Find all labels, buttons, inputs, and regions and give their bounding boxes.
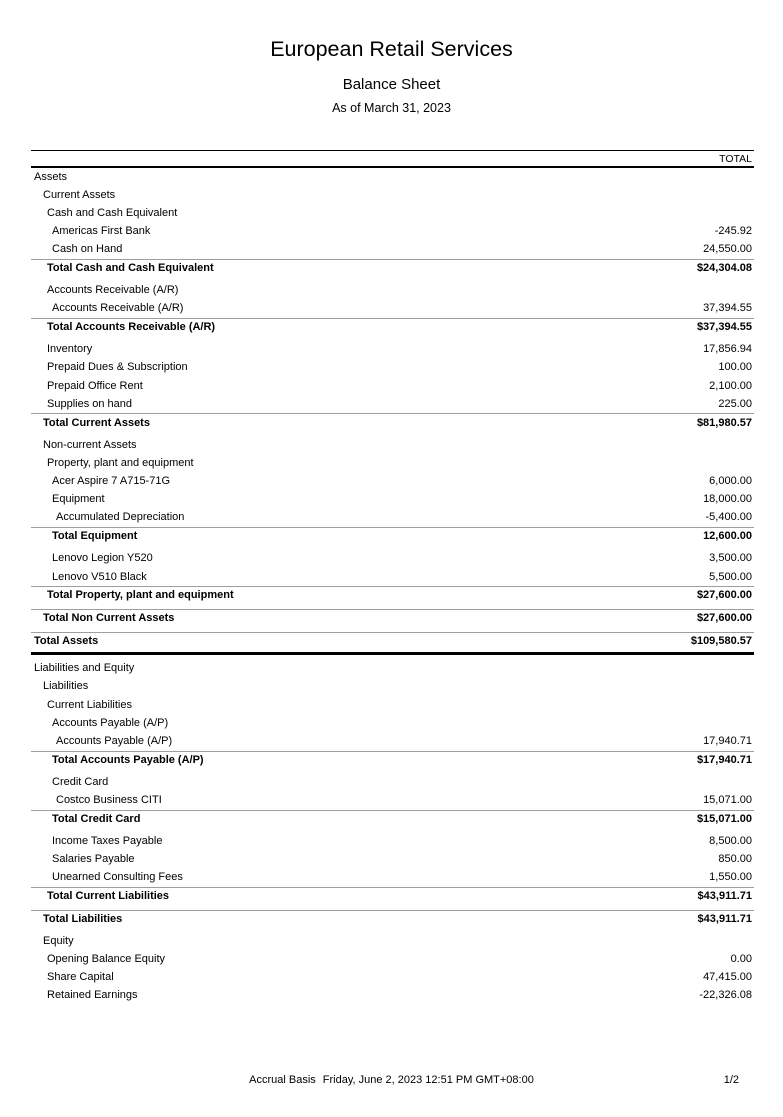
row-label: Prepaid Dues & Subscription	[47, 361, 188, 374]
row-label: Accounts Payable (A/P)	[52, 716, 169, 729]
table-row	[31, 359, 754, 377]
total-row	[31, 259, 754, 277]
table-row	[31, 550, 754, 568]
total-row	[31, 527, 754, 545]
row-label: Total Liabilities	[43, 912, 123, 925]
row-value: $109,580.57	[690, 634, 752, 647]
row-label: Credit Card	[52, 775, 109, 788]
row-label: Total Accounts Payable (A/P)	[52, 753, 204, 766]
total-row	[31, 632, 754, 650]
table-row	[31, 732, 754, 750]
row-label: Income Taxes Payable	[52, 834, 163, 847]
page-number: 1/2	[723, 1074, 739, 1086]
total-row	[31, 887, 754, 905]
total-row	[31, 586, 754, 604]
row-label: Accounts Receivable (A/R)	[47, 284, 179, 297]
row-label: Cash on Hand	[52, 243, 123, 256]
row-value: 100.00	[718, 361, 752, 374]
table-row	[31, 168, 754, 186]
row-label: Prepaid Office Rent	[47, 379, 143, 392]
row-value: -245.92	[714, 225, 752, 238]
table-row	[31, 300, 754, 318]
row-label: Salaries Payable	[52, 853, 135, 866]
table-rows	[31, 168, 754, 1005]
row-value: 17,940.71	[703, 735, 752, 748]
table-row	[31, 568, 754, 586]
total-row	[31, 751, 754, 769]
total-row	[31, 413, 754, 431]
row-value: -5,400.00	[705, 511, 752, 524]
row-label: Liabilities and Equity	[34, 662, 135, 675]
row-label: Total Equipment	[52, 530, 138, 543]
row-value: $24,304.08	[696, 262, 752, 275]
grand-total-double-rule	[31, 652, 754, 655]
table-row	[31, 792, 754, 810]
table-row	[31, 678, 754, 696]
table-row	[31, 509, 754, 527]
table-row	[31, 186, 754, 204]
row-label: Liabilities	[43, 680, 89, 693]
row-label: Lenovo V510 Black	[52, 570, 147, 583]
table-row	[31, 204, 754, 222]
table-row	[31, 851, 754, 869]
total-row	[31, 910, 754, 928]
table-row	[31, 869, 754, 887]
row-value: 15,071.00	[703, 794, 752, 807]
row-label: Accumulated Depreciation	[56, 511, 185, 524]
row-label: Current Liabilities	[47, 698, 132, 711]
table-row	[31, 969, 754, 987]
table-row	[31, 491, 754, 509]
table-row	[31, 282, 754, 300]
row-label: Accounts Receivable (A/R)	[52, 302, 184, 315]
accounting-basis: Accrual Basis	[249, 1074, 316, 1086]
table-row	[31, 951, 754, 969]
footer-text	[0, 1074, 783, 1086]
row-label: Total Current Liabilities	[47, 890, 170, 903]
row-label: Unearned Consulting Fees	[52, 871, 183, 884]
row-label: Assets	[34, 170, 68, 183]
table-row	[31, 241, 754, 259]
row-label: Accounts Payable (A/P)	[56, 735, 173, 748]
row-value: $43,911.71	[697, 890, 752, 903]
table-row	[31, 341, 754, 359]
row-label: Non-current Assets	[43, 438, 137, 451]
row-value: 6,000.00	[709, 475, 752, 488]
table-row	[31, 377, 754, 395]
row-label: Total Accounts Receivable (A/R)	[47, 321, 216, 334]
table-row	[31, 832, 754, 850]
row-value: $81,980.57	[696, 416, 752, 429]
row-value: 5,500.00	[709, 570, 752, 583]
row-label: Total Cash and Cash Equivalent	[47, 262, 214, 275]
table-row	[31, 660, 754, 678]
total-row	[31, 318, 754, 336]
row-label: Equity	[43, 934, 74, 947]
table-row	[31, 773, 754, 791]
total-row	[31, 609, 754, 627]
table-row	[31, 473, 754, 491]
row-value: 850.00	[718, 853, 752, 866]
row-label: Opening Balance Equity	[47, 953, 166, 966]
row-label: Costco Business CITI	[56, 794, 162, 807]
row-label: Supplies on hand	[47, 397, 133, 410]
row-label: Total Non Current Assets	[43, 611, 175, 624]
row-label: Americas First Bank	[52, 225, 151, 238]
report-footer	[0, 1074, 783, 1086]
row-value: $27,600.00	[696, 611, 752, 624]
row-value: 12,600.00	[703, 530, 752, 543]
row-value: $43,911.71	[697, 912, 752, 925]
report-timestamp: Friday, June 2, 2023 12:51 PM GMT+08:00	[322, 1074, 534, 1086]
row-label: Retained Earnings	[47, 989, 138, 1002]
table-row	[31, 696, 754, 714]
report-title: Balance Sheet	[342, 76, 441, 93]
row-value: 24,550.00	[703, 243, 752, 256]
table-row	[31, 223, 754, 241]
table-row	[31, 714, 754, 732]
row-value: 47,415.00	[703, 971, 752, 984]
row-value: $17,940.71	[696, 753, 752, 766]
table-row	[31, 987, 754, 1005]
row-label: Cash and Cash Equivalent	[47, 206, 178, 219]
row-label: Equipment	[52, 493, 105, 506]
company-name: European Retail Services	[270, 37, 513, 61]
table-row	[31, 454, 754, 472]
row-value: $27,600.00	[696, 589, 752, 602]
row-label: Acer Aspire 7 A715-71G	[52, 475, 171, 488]
row-value: 8,500.00	[709, 834, 752, 847]
balance-sheet-table	[31, 150, 754, 1005]
table-header-row	[31, 150, 754, 168]
row-label: Current Assets	[43, 188, 116, 201]
row-label: Total Credit Card	[52, 812, 141, 825]
row-value: 1,550.00	[709, 871, 752, 884]
row-label: Share Capital	[47, 971, 114, 984]
report-header	[0, 0, 783, 115]
report-date: As of March 31, 2023	[332, 101, 451, 115]
row-label: Inventory	[47, 343, 93, 356]
row-label: Total Property, plant and equipment	[47, 589, 234, 602]
row-value: 18,000.00	[703, 493, 752, 506]
row-value: 225.00	[718, 397, 752, 410]
row-label: Total Assets	[34, 634, 99, 647]
row-value: $37,394.55	[696, 321, 752, 334]
table-row	[31, 932, 754, 950]
row-value: 17,856.94	[703, 343, 752, 356]
row-value: 3,500.00	[709, 552, 752, 565]
row-value: 0.00	[730, 953, 752, 966]
row-label: Property, plant and equipment	[47, 456, 194, 469]
row-label: Total Current Assets	[43, 416, 150, 429]
row-value: $15,071.00	[696, 812, 752, 825]
table-row	[31, 395, 754, 413]
row-value: -22,326.08	[699, 989, 752, 1002]
table-row	[31, 436, 754, 454]
total-column-header: TOTAL	[719, 152, 752, 165]
row-value: 37,394.55	[703, 302, 752, 315]
row-value: 2,100.00	[709, 379, 752, 392]
total-row	[31, 810, 754, 828]
row-label: Lenovo Legion Y520	[52, 552, 153, 565]
